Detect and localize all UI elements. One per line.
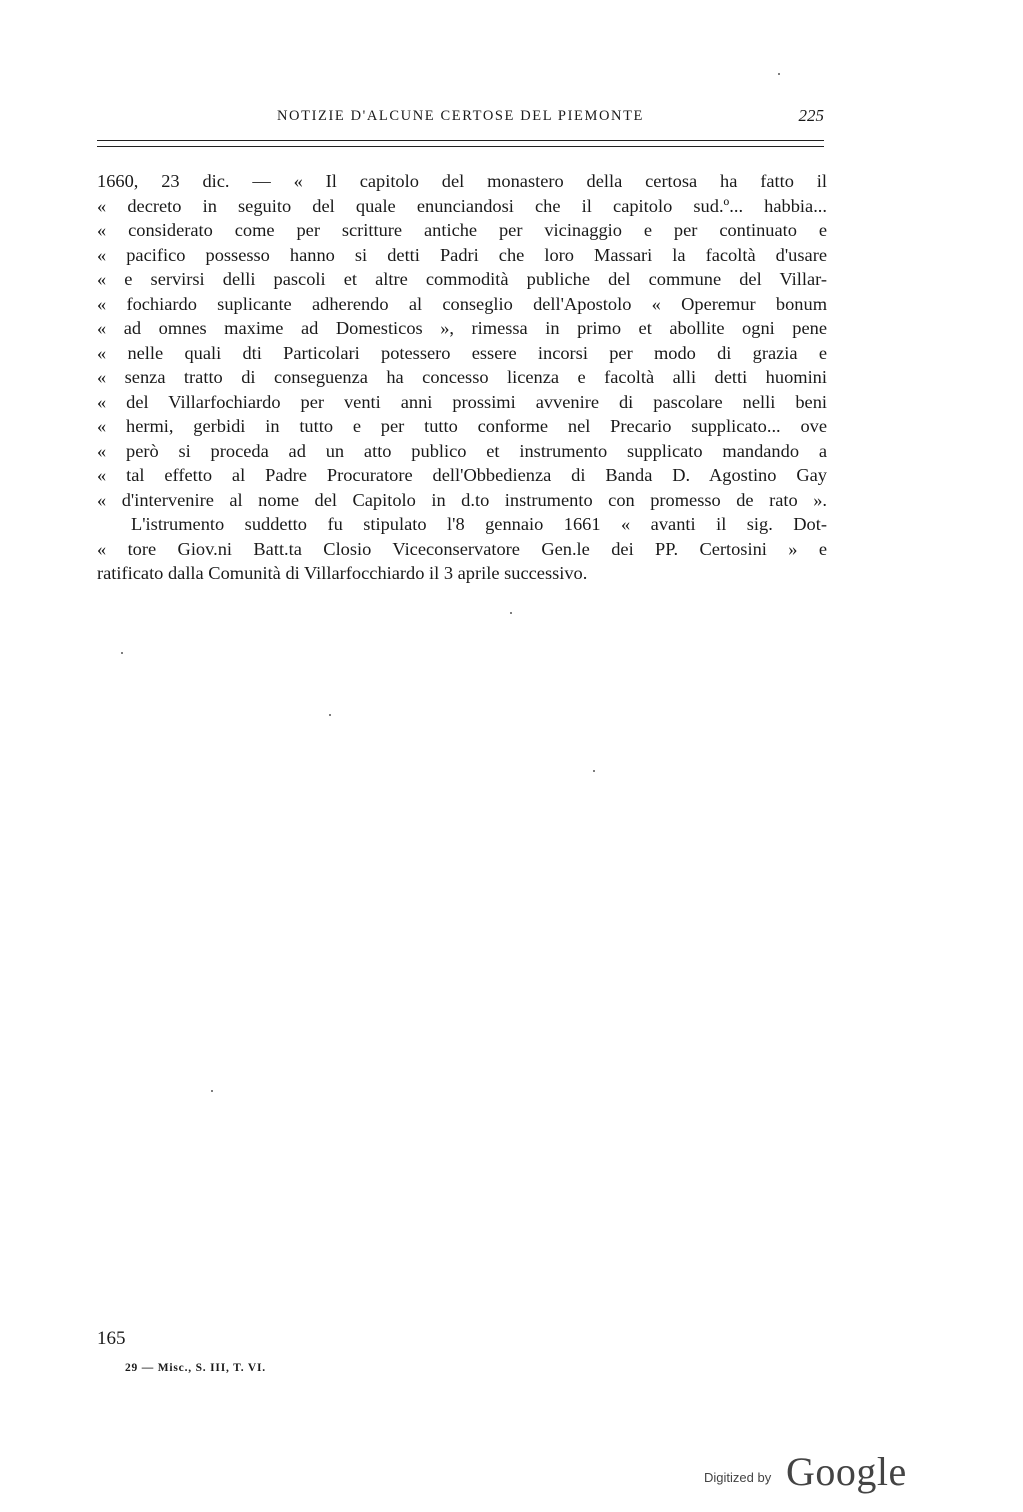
digitized-watermark [704, 1450, 914, 1494]
body-text [97, 169, 827, 586]
text-line: « del Villarfochiardo per venti anni prossimi avvenire di pascolare nelli beni [97, 391, 827, 412]
scan-speck [211, 1090, 213, 1092]
text-line: « hermi, gerbidi in tutto e per tutto conforme nel Precario supplicato... ove [97, 416, 827, 436]
text-line: « però si proceda ad un atto publico et instrumento supplicato mandando a [97, 440, 827, 461]
text-line: ratificato dalla Comunità di Villarfocchiardo il 3 aprile successivo. [97, 563, 588, 583]
text-line: « pacifico possesso hanno si detti Padri che loro Massari la facoltà d'usare [97, 244, 827, 265]
text-line: « fochiardo suplicante adherendo al conseglio dell'Apostolo « Operemur bonum [97, 293, 827, 314]
page-number: 225 [798, 106, 824, 125]
scan-speck [121, 652, 123, 654]
header-rule-thin [97, 140, 824, 141]
text-line: « e servirsi delli pascoli et altre commodità publiche del commune del Villar- [97, 269, 827, 289]
scan-speck [329, 714, 331, 716]
watermark-prefix: Digitized by [704, 1470, 772, 1485]
text-line: « tore Giov.ni Batt.ta Closio Viceconservatore Gen.le dei PP. Certosini » e [97, 538, 827, 559]
text-line: « tal effetto al Padre Procuratore dell'Obbedienza di Banda D. Agostino Gay [97, 465, 827, 485]
signature-mark: 165 [97, 1328, 126, 1349]
sheet-mark: 29 — Misc., S. III, T. VI. [125, 1362, 266, 1374]
text-line: « d'intervenire al nome del Capitolo in d.to instrumento con promesso de rato ». [97, 489, 827, 510]
text-line: « ad omnes maxime ad Domesticos », rimessa in primo et abollite ogni pene [97, 318, 827, 338]
text-line: 1660, 23 dic. — « Il capitolo del monastero della certosa ha fatto il [97, 171, 827, 191]
header-rule-thick [97, 146, 824, 147]
scan-speck [778, 73, 780, 75]
text-line: « decreto in seguito del quale enunciandosi che il capitolo sud.º... habbia... [97, 195, 827, 216]
google-logo: Google [786, 1449, 907, 1494]
text-line: « senza tratto di conseguenza ha concesso licenza e facoltà alli detti huomini [97, 367, 827, 387]
text-line: « nelle quali dti Particolari potessero essere incorsi per modo di grazia e [97, 342, 827, 363]
scan-speck [593, 770, 595, 772]
running-head [97, 106, 824, 130]
scan-speck [510, 612, 512, 614]
text-line: « considerato come per scritture antiche per vicinaggio e per continuato e [97, 220, 827, 240]
text-line: L'istrumento suddetto fu stipulato l'8 gennaio 1661 « avanti il sig. Dot- [131, 514, 827, 534]
running-title: NOTIZIE D'ALCUNE CERTOSE DEL PIEMONTE [276, 108, 645, 124]
